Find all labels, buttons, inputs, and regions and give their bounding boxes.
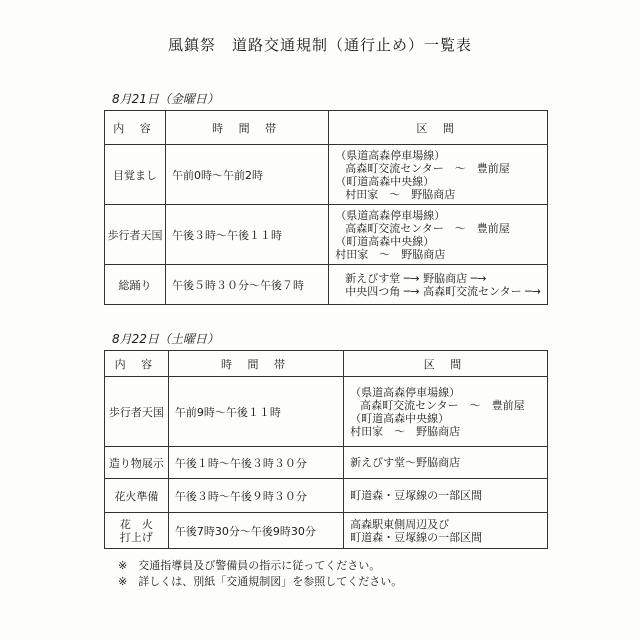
row-section [344,447,548,479]
section-line: 新えびす堂 ─→ 野脇商店 ─→ [345,271,487,285]
section-line: 高森町交流センター ～ 豊前屋 [345,221,510,235]
date-heading-day2: 8月22日（土曜日） [112,332,219,346]
section-line: 高森町交流センター ～ 豊前屋 [360,398,525,412]
row-time: 午後３時～午後９時３０分 [168,479,343,513]
row-content: 歩行者天国 [105,205,166,265]
table-header-row [105,111,548,145]
section-line: 村田家 ～ 野脇商店 [345,187,456,201]
row-content: 目覚まし [105,145,166,205]
row-time: 午前0時～午前2時 [166,145,329,205]
table-row [105,205,548,265]
header-content: 内 容 [105,111,166,145]
row-section [344,513,548,549]
section-line: 中央四つ角 ─→ 高森町交流センター ─→ [345,284,541,298]
section-line: 町道森・豆塚線の一部区間 [350,530,483,544]
row-section [329,205,548,265]
table-header-row [105,351,548,377]
row-content [105,513,169,549]
row-content: 花火準備 [105,479,169,513]
section-line: （町道高森中央線） [335,234,435,248]
section-line: （県道高森停車場線） [335,208,446,222]
row-section [329,145,548,205]
row-section [329,265,548,305]
content-line: 打上げ [119,530,153,544]
section-line: 高森駅東側周辺及び [350,517,450,531]
row-time: 午後１時～午後３時３０分 [168,447,343,479]
section-line: （町道高森中央線） [350,411,450,425]
row-section [344,377,548,447]
section-line: 新えびす堂～野脇商店 [350,456,461,469]
row-time: 午前9時～午後１１時 [168,377,343,447]
section-line: 高森町交流センター ～ 豊前屋 [345,161,510,175]
row-section [344,479,548,513]
section-line: （町道高森中央線） [335,174,435,188]
table-row [105,513,548,549]
row-time: 午後５時３０分～午後７時 [166,265,329,305]
note-item: ※ 詳しくは、別紙「交通規制図」を参照してください。 [118,575,403,588]
table-row [105,145,548,205]
row-content: 歩行者天国 [105,377,169,447]
section-line: （県道高森停車場線） [335,148,446,162]
table-row [105,265,548,305]
notes [118,558,402,590]
header-section: 区 間 [329,111,548,145]
section-line: （県道高森停車場線） [350,385,461,399]
row-time: 午後３時～午後１１時 [166,205,329,265]
section-line: 村田家 ～ 野脇商店 [350,424,461,438]
table-row [105,479,548,513]
header-content: 内 容 [105,351,169,377]
table-row [105,447,548,479]
section-line: 村田家 ～ 野脇商店 [335,247,446,261]
header-time: 時 間 帯 [168,351,343,377]
section-line: 町道森・豆塚線の一部区間 [350,489,483,502]
regulation-table-day1 [104,110,548,305]
page-title: 風鎮祭 道路交通規制（通行止め）一覧表 [167,36,472,54]
regulation-table-day2 [104,350,548,549]
content-line: 花 火 [119,517,153,531]
row-time: 午後7時30分～午後9時30分 [168,513,343,549]
date-heading-day1: 8月21日（金曜日） [112,92,219,106]
row-content: 総踊り [105,265,166,305]
table-row [105,377,548,447]
row-content: 造り物展示 [105,447,169,479]
header-section: 区 間 [344,351,548,377]
note-item: ※ 交通指導員及び警備員の指示に従ってください。 [118,559,381,572]
header-time: 時 間 帯 [166,111,329,145]
